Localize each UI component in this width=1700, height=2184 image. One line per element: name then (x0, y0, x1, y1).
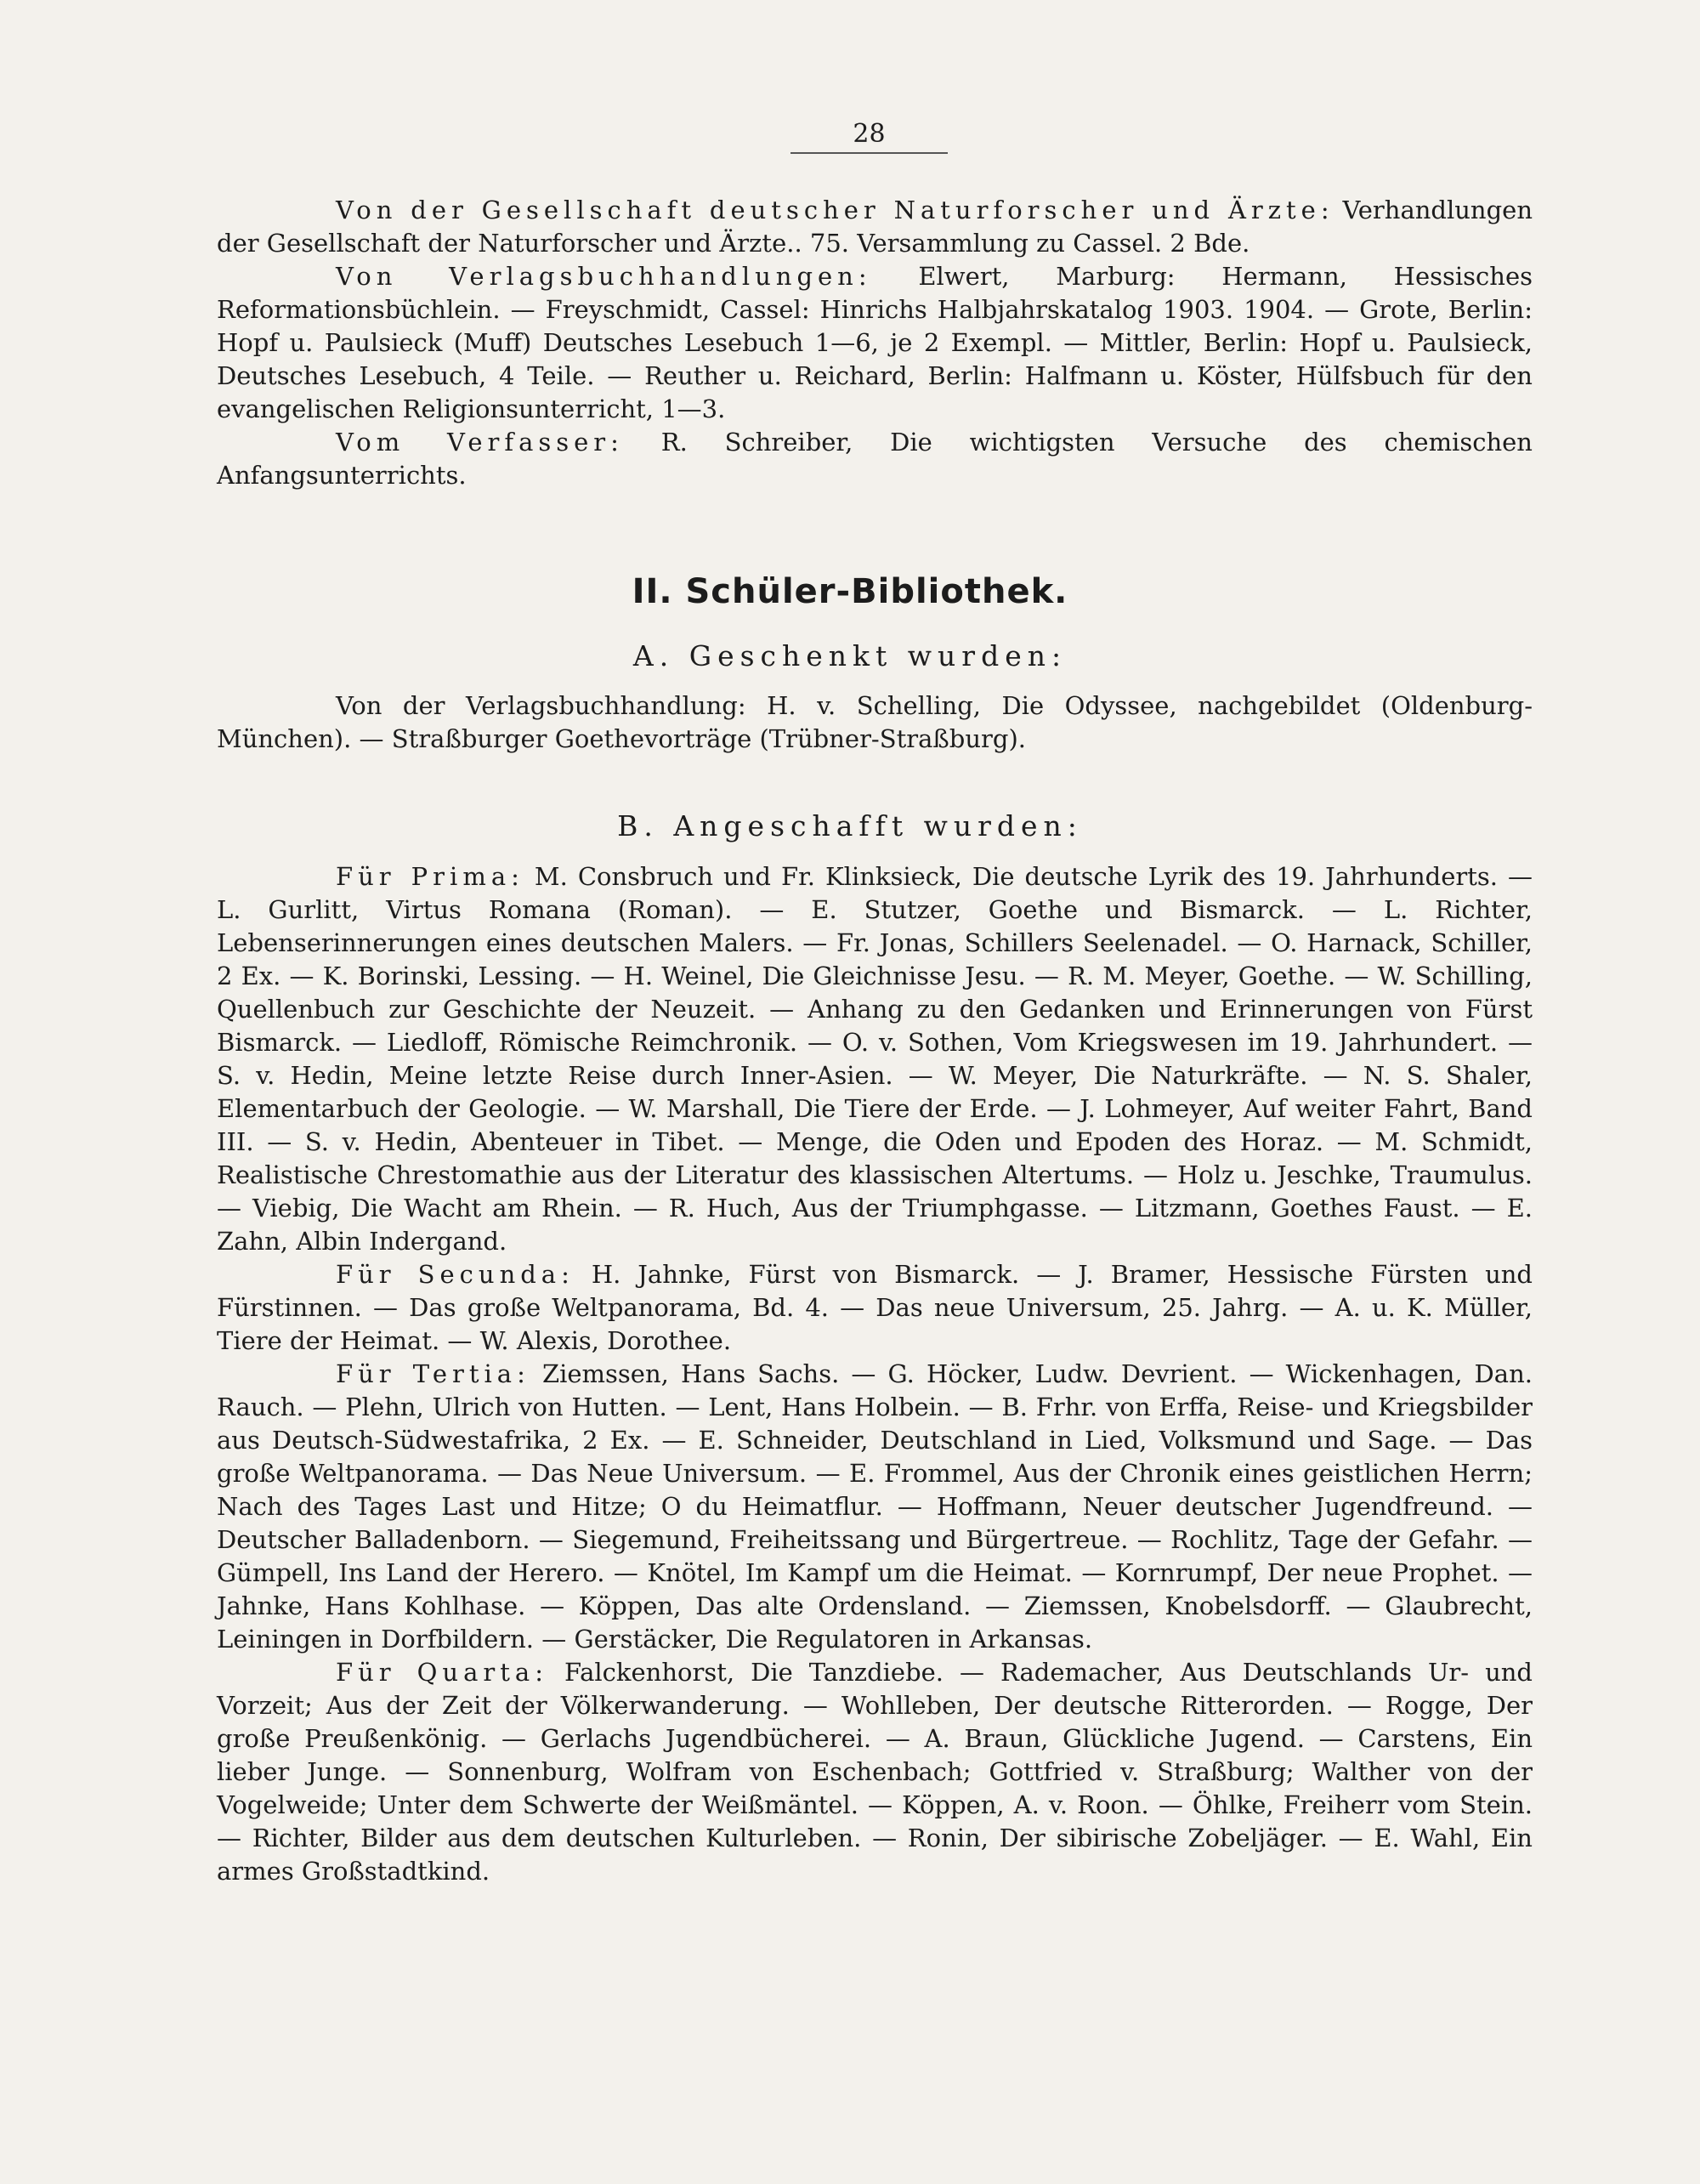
entry-secunda (217, 1258, 1533, 1358)
class-label: Für Tertia: (336, 1359, 530, 1388)
paragraph-verfasser (217, 426, 1533, 492)
donations-block (217, 194, 1533, 492)
paragraph-text: Verhandlungen der Gesellschaft der Naturforscher und Ärzte.. 75. Versammlung zu Cassel. 2 Bde. (217, 196, 1533, 258)
entry-prima (217, 860, 1533, 1258)
subsection-title-b: B. Angeschafft wurden: (617, 809, 1083, 842)
class-label: Für Prima: (336, 862, 524, 891)
page-number: 28 (790, 119, 948, 154)
paragraph-text: R. Schreiber, Die wichtigsten Versuche des chemischen Anfangsunterrichts. (217, 428, 1533, 490)
acquisitions-block (217, 860, 1533, 1888)
donor-label: Von der Gesellschaft deutscher Naturforscher und Ärzte: (336, 196, 1334, 224)
section-title: II. Schüler-Bibliothek. (632, 572, 1068, 611)
paragraph-text: Elwert, Marburg: Hermann, Hessisches Reformationsbüchlein. — Freyschmidt, Cassel: Hinrichs Halbjahrskatalog 1903. 1904. — Grote, Berlin: Hopf u. Paulsieck (Muff) Deutsches Lesebuch 1—6, je 2 Exempl. — Mittler, Berlin: Hopf u. Paulsieck, Deutsches Lesebuch, 4 Teile. — Reuther u. Reichard, Berlin: Halfmann u. Köster, Hülfsbuch für den evangelischen Religionsunterricht, 1—3. (217, 262, 1533, 423)
paragraph-verlagsbuchhandlungen (217, 260, 1533, 426)
class-label: Für Secunda: (336, 1260, 575, 1289)
entry-text: H. Jahnke, Fürst von Bismarck. — J. Bramer, Hessische Fürsten und Fürstinnen. — Das große Weltpanorama, Bd. 4. — Das neue Universum, 25. Jahrg. — A. u. K. Müller, Tiere der Heimat. — W. Alexis, Dorothee. (217, 1260, 1533, 1355)
gifts-block (217, 689, 1533, 756)
class-label: Für Quarta: (336, 1658, 548, 1687)
paragraph-gifts: Von der Verlagsbuchhandlung: H. v. Schelling, Die Odyssee, nachgebildet (Oldenburg-München). — Straßburger Goethevorträge (Trübner-Straßburg). (217, 691, 1533, 753)
paragraph-naturforscher (217, 194, 1533, 260)
donor-label: Vom Verfasser: (336, 428, 624, 457)
entry-quarta (217, 1656, 1533, 1888)
entry-text: M. Consbruch und Fr. Klinksieck, Die deutsche Lyrik des 19. Jahrhunderts. — L. Gurlitt, Virtus Romana (Roman). — E. Stutzer, Goethe und Bismarck. — L. Richter, Lebenserinnerungen eines deutschen Malers. — Fr. Jonas, Schillers Seelenadel. — O. Harnack, Schiller, 2 Ex. — K. Borinski, Lessing. — H. Weinel, Die Gleichnisse Jesu. — R. M. Meyer, Goethe. — W. Schilling, Quellenbuch zur Geschichte der Neuzeit. — Anhang zu den Gedanken und Erinnerungen von Fürst Bismarck. — Liedloff, Römische Reimchronik. — O. v. Sothen, Vom Kriegswesen im 19. Jahrhundert. — S. v. Hedin, Meine letzte Reise durch Inner-Asien. — W. Meyer, Die Naturkräfte. — N. S. Shaler, Elementarbuch der Geologie. — W. Marshall, Die Tiere der Erde. — J. Lohmeyer, Auf weiter Fahrt, Band III. — S. v. Hedin, Abenteuer in Tibet. — Menge, die Oden und Epoden des Horaz. — M. Schmidt, Realistische Chrestomathie aus der Literatur des klassischen Altertums. — Holz u. Jeschke, Traumulus. — Viebig, Die Wacht am Rhein. — R. Huch, Aus der Triumphgasse. — Litzmann, Goethes Faust. — E. Zahn, Albin Indergand. (217, 862, 1533, 1256)
subsection-title-a: A. Geschenkt wurden: (632, 639, 1068, 672)
entry-tertia (217, 1358, 1533, 1656)
entry-text: Ziemssen, Hans Sachs. — G. Höcker, Ludw. Devrient. — Wickenhagen, Dan. Rauch. — Plehn, Ulrich von Hutten. — Lent, Hans Holbein. — B. Frhr. von Erffa, Reise- und Kriegsbilder aus Deutsch-Südwestafrika, 2 Ex. — E. Schneider, Deutschland in Lied, Volksmund und Sage. — Das große Weltpanorama. — Das Neue Universum. — E. Frommel, Aus der Chronik eines geistlichen Herrn; Nach des Tages Last und Hitze; O du Heimatflur. — Hoffmann, Neuer deutscher Jugendfreund. — Deutscher Balladenborn. — Siegemund, Freiheitssang und Bürgertreue. — Rochlitz, Tage der Gefahr. — Gümpell, Ins Land der Herero. — Knötel, Im Kampf um die Heimat. — Kornrumpf, Der neue Prophet. — Jahnke, Hans Kohlhase. — Köppen, Das alte Ordensland. — Ziemssen, Knobelsdorff. — Glaubrecht, Leiningen in Dorfbildern. — Gerstäcker, Die Regulatoren in Arkansas. (217, 1359, 1533, 1654)
donor-label: Von Verlagsbuchhandlungen: (336, 262, 872, 291)
entry-text: Falckenhorst, Die Tanzdiebe. — Rademacher, Aus Deutschlands Ur- und Vorzeit; Aus der Zeit der Völkerwanderung. — Wohlleben, Der deutsche Ritterorden. — Rogge, Der große Preußenkönig. — Gerlachs Jugendbücherei. — A. Braun, Glückliche Jugend. — Carstens, Ein lieber Junge. — Sonnenburg, Wolfram von Eschenbach; Gottfried v. Straßburg; Walther von der Vogelweide; Unter dem Schwerte der Weißmäntel. — Köppen, A. v. Roon. — Öhlke, Freiherr vom Stein. — Richter, Bilder aus dem deutschen Kulturleben. — Ronin, Der sibirische Zobeljäger. — E. Wahl, Ein armes Großstadtkind. (217, 1658, 1533, 1886)
